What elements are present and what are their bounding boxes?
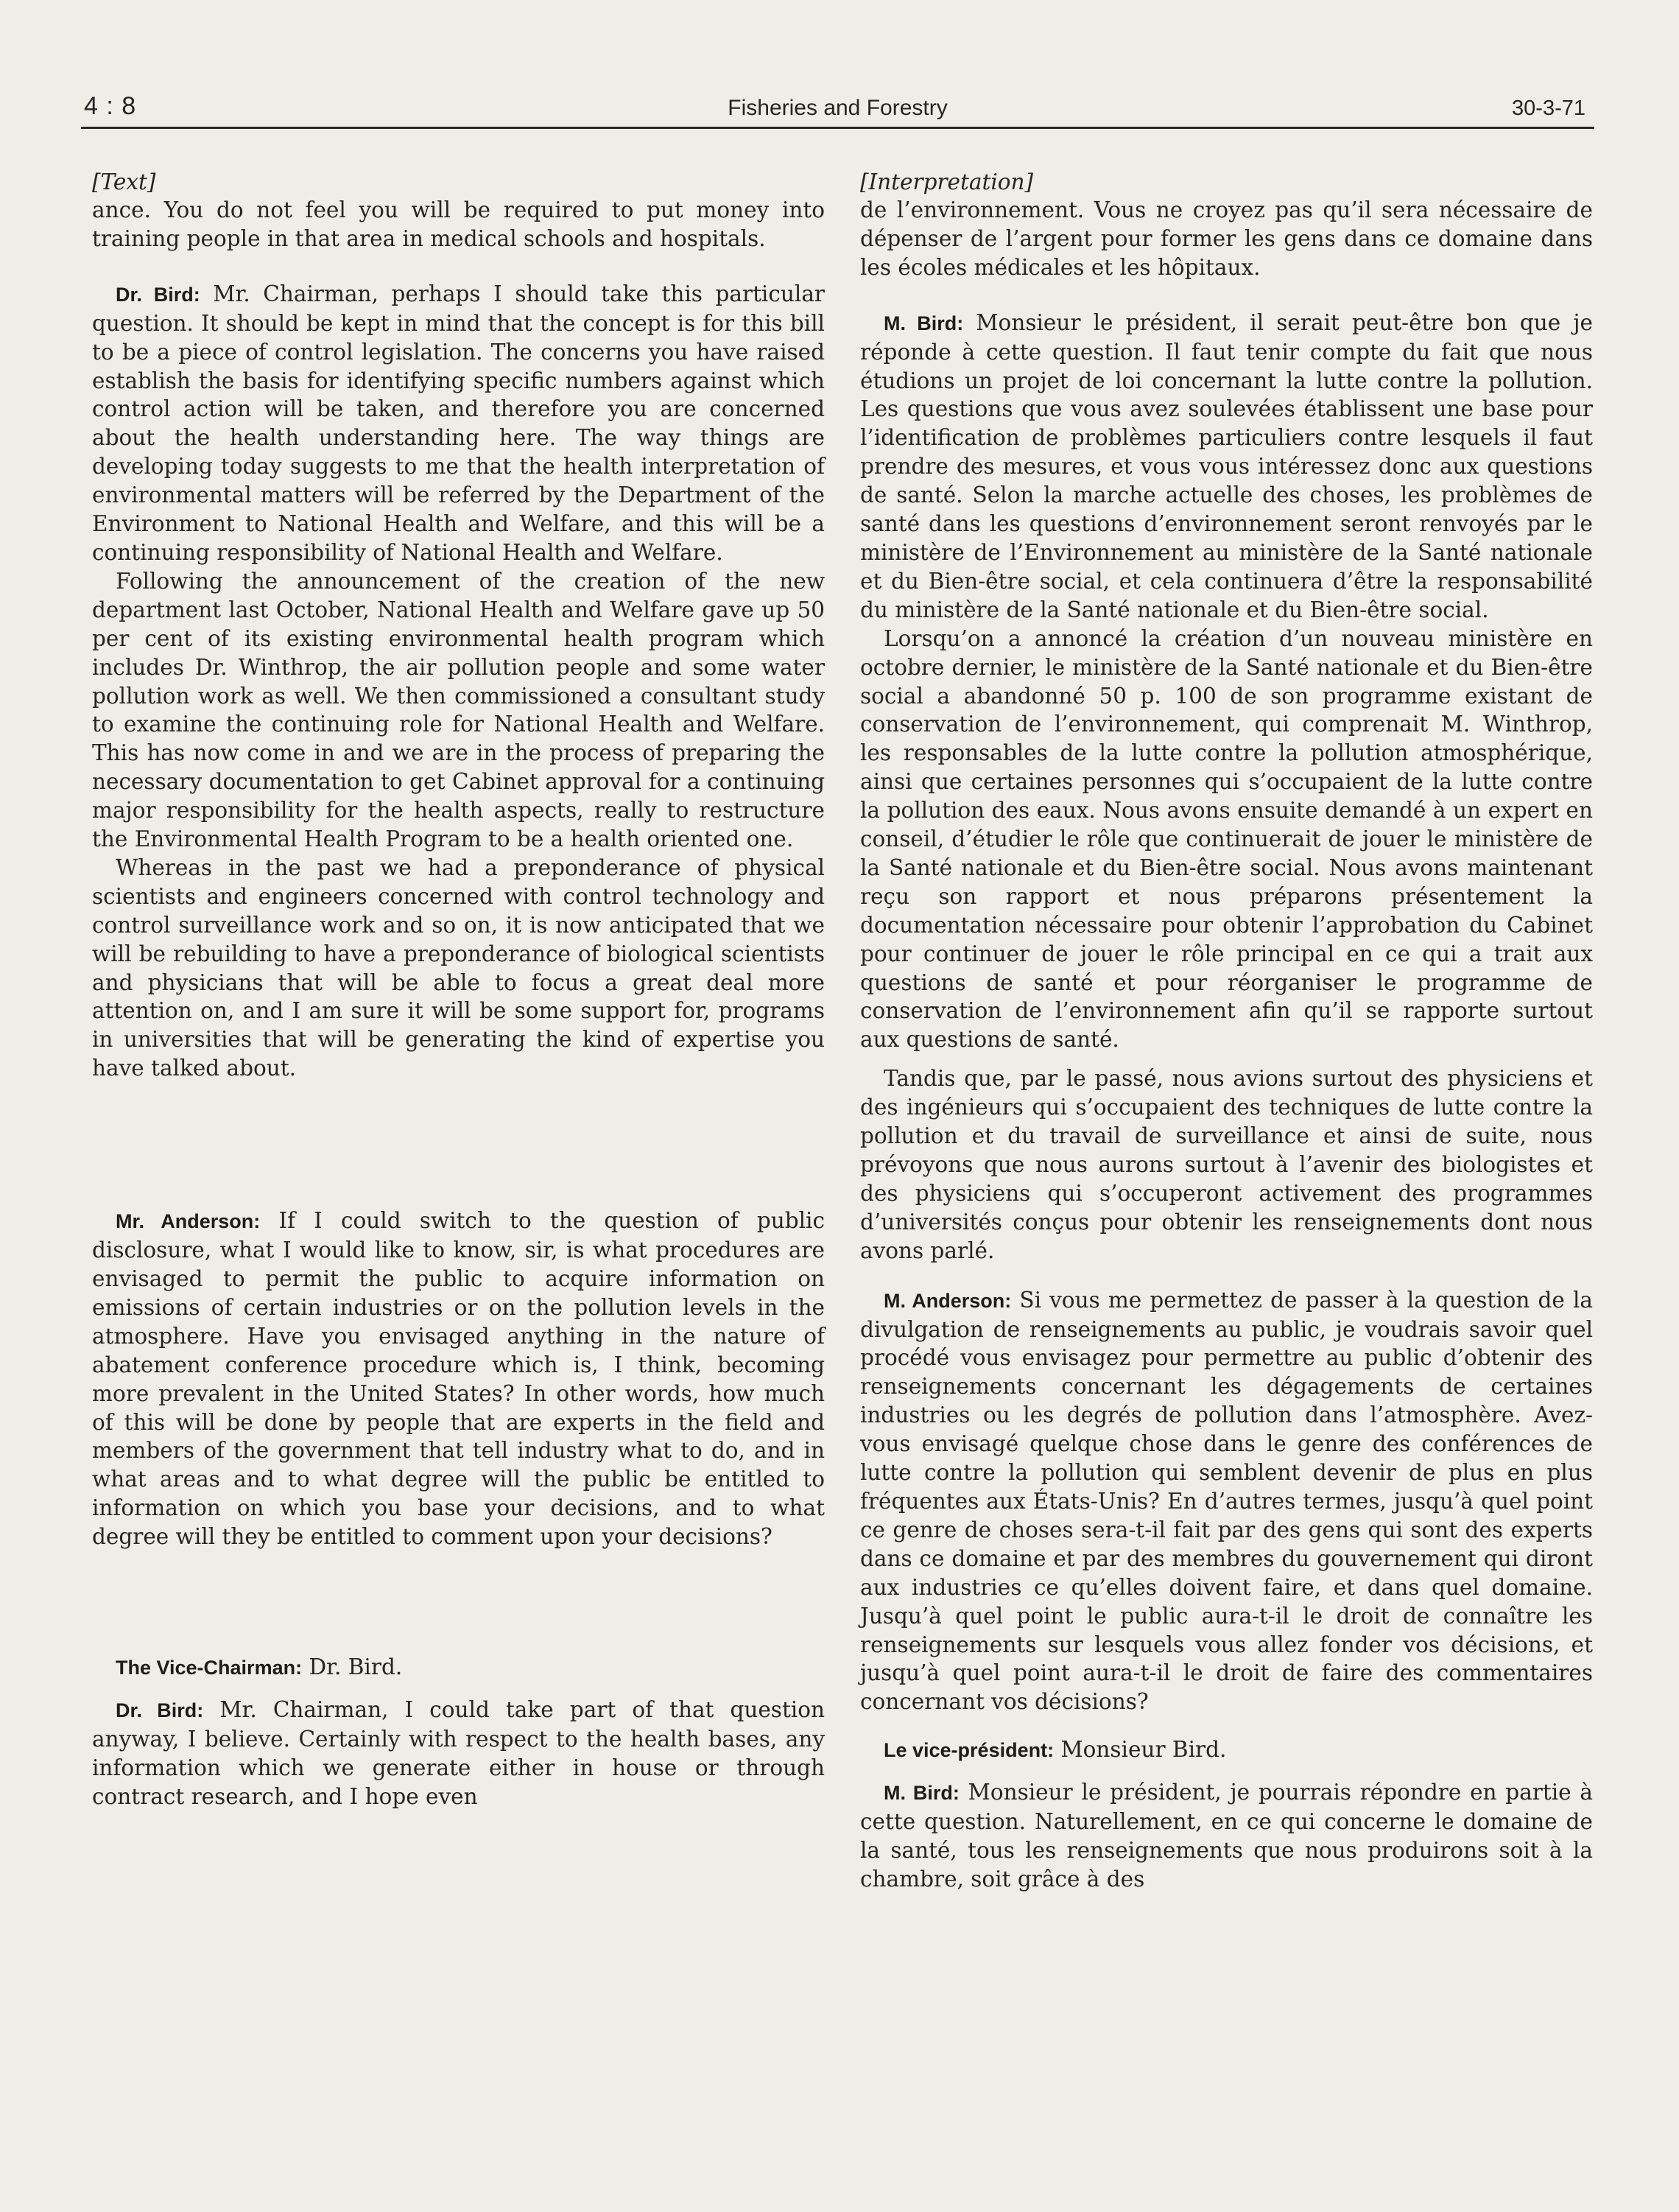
speech-text: Monsieur Bird.: [1054, 1737, 1227, 1763]
paragraph: Following the announcement of the creation of the new department last October, National Health and Welfare gave up 50 per cent of its existing environmental health program which includes Dr. Winthrop, the air pollution people and some water pollution work as well. We then commissioned a consultant study to examine the continuing role for National Health and Welfare. This has now come in and we are in the process of preparing the necessary documentation to get Cabinet approval for a continuing major responsibility for the health aspects, really to restructure the Environmental Health Program to be a health oriented one.: [92, 568, 825, 852]
speech-text: If I could switch to the question of public disclosure, what I would like to know, sir, is what procedures are envisaged to permit the public to acquire information on emissions of certain industries or on the pollution levels in the atmosphere. Have you envisaged anything in the nature of abatement conference procedure which is, I think, becoming more prevalent in the United States? In other words, how much of this will be done by people that are experts in the field and members of the government that tell industry what to do, and in what areas and to what degree will the public be entitled to information on which you base your decisions, and to what degree will they be entitled to comment upon your decisions?: [92, 1208, 826, 1550]
speech-text: Dr. Bird.: [302, 1654, 403, 1680]
text-label: [Text]: [92, 169, 156, 194]
bird-reply-paragraph: [92, 280, 825, 567]
bird-answer-paragraph: [92, 1696, 825, 1811]
speaker-name: The Vice-Chairman:: [116, 1657, 303, 1679]
speaker-name: Dr. Bird:: [116, 283, 200, 306]
speaker-name: M. Bird:: [884, 312, 964, 334]
running-title: Fisheries and Forestry: [728, 96, 948, 120]
anderson-question-paragraph: [92, 1207, 825, 1551]
paragraph: Tandis que, par le passé, nous avions surtout des physiciens et des ingénieurs qui s’occupaient des techniques de lutte contre la pollution et du travail de surveillance et ainsi de suite, nous prévoyons que nous aurons surtout à l’avenir des biologistes et des physiciens qui s’occuperont activement des programmes d’universités conçus pour obtenir les renseignements dont nous avons parlé.: [860, 1066, 1593, 1263]
paragraph: Whereas in the past we had a preponderance of physical scientists and engineers concerned with control technology and control surveillance work and so on, it is now anticipated that we will be rebuilding to have a preponderance of biological scientists and physicians that will be able to focus a great deal more attention on, and I am sure it will be some support for, programs in universities that will be generating the kind of expertise you have talked about.: [92, 854, 825, 1081]
speaker-name: Mr. Anderson:: [116, 1210, 261, 1233]
bird-answer-paragraph: [860, 1778, 1593, 1894]
anderson-question-paragraph: [860, 1286, 1593, 1717]
speaker-name: Le vice-président:: [884, 1739, 1055, 1762]
bird-reply-paragraph: [860, 309, 1593, 625]
paragraph: Lorsqu’on a annoncé la création d’un nouveau ministère en octobre dernier, le ministère de la Santé nationale et du Bien-être social a abandonné 50 p. 100 de son programme existant de conservation de l’environnement, qui comprenait M. Winthrop, les responsables de la lutte contre la pollution atmosphérique, ainsi que certaines personnes qui s’occupaient de la lutte contre la pollution des eaux. Nous avons ensuite demandé à un expert en conseil, d’étudier le rôle que continuerait de jouer le ministère de la Santé nationale et du Bien-être social. Nous avons maintenant reçu son rapport et nous préparons présentement la documentation nécessaire pour obtenir l’approbation du Cabinet pour continuer de jouer le rôle principal en ce qui a trait aux questions de santé et pour réorganiser le programme de conservation de l’environnement afin qu’il se rapporte surtout aux questions de santé.: [860, 625, 1593, 1053]
speech-text: Mr. Chairman, I could take part of that question anyway, I believe. Certainly with respect to the health bases, any information which we generate either in house or through contract research, and I hope even: [92, 1696, 825, 1809]
speaker-name: Dr. Bird:: [116, 1699, 204, 1721]
sitting-date: 30-3-71: [1512, 96, 1585, 120]
speech-text: Monsieur le président, je pourrais répondre en partie à cette question. Naturellement, en ce qui concerne le domaine de la santé, tous les renseignements que nous produirons soit à la chambre, soit grâce à des: [860, 1780, 1593, 1892]
page-header: [81, 82, 1594, 129]
continued-paragraph: ance. You do not feel you will be required to put money into training people in that area in medical schools and hospitals.: [92, 197, 825, 251]
speaker-name: M. Bird:: [884, 1782, 960, 1805]
english-column: [92, 168, 825, 1811]
vice-chairman-paragraph: [860, 1735, 1593, 1765]
interpretation-label: [Interpretation]: [860, 169, 1034, 194]
speech-text: Si vous me permettez de passer à la question de la divulgation de renseignements au public, je voudrais savoir quel procédé vous envisagez pour permettre au public d’obtenir des renseignements concernant les dégagements de certaines industries ou les degrés de pollution dans l’atmosphère. Avez-vous envisagé quelque chose dans le genre des conférences de lutte contre la pollution qui semblent devenir de plus en plus fréquentes aux États-Unis? En d’autres termes, jusqu’à quel point ce genre de choses sera-t-il fait par des gens qui sont des experts dans ce domaine et par des membres du gouvernement qui diront aux industries ce qu’elles doivent faire, et dans quel domaine. Jusqu’à quel point le public aura-t-il le droit de connaître les renseignements sur lesquels vous allez fonder vos décisions, et jusqu’à quel point aura-t-il le droit de faire des commentaires concernant vos décisions?: [860, 1287, 1594, 1715]
speaker-name: M. Anderson:: [884, 1289, 1012, 1312]
vice-chairman-paragraph: [92, 1653, 825, 1682]
page-number: 4 : 8: [84, 92, 137, 120]
french-column: [860, 168, 1593, 1894]
speech-text: Mr. Chairman, perhaps I should take this particular question. It should be kept in mind that the concept is for this bill to be a piece of control legislation. The concerns you have raised establish the basis for identifying specific numbers against which control action will be taken, and therefore you are concerned about the health understanding here. The way things are developing today suggests to me that the health interpretation of environmental matters will be referred by the Department of the Environment to National Health and Welfare, and this will be a continuing responsibility of National Health and Welfare.: [92, 281, 826, 565]
speech-text: Monsieur le président, il serait peut-être bon que je réponde à cette question. Il faut tenir compte du fait que nous étudions un projet de loi concernant la lutte contre la pollution. Les questions que vous avez soulevées établissent une base pour l’identification de problèmes particuliers contre lesquels il faut prendre des mesures, et vous vous intéressez donc aux questions de santé. Selon la marche actuelle des choses, les problèmes de santé dans les questions d’environnement seront renvoyés par le ministère de l’Environnement au ministère de la Santé nationale et du Bien-être social, et cela continuera d’être la responsabilité du ministère de la Santé nationale et du Bien-être social.: [860, 309, 1593, 622]
continued-paragraph: de l’environnement. Vous ne croyez pas qu’il sera nécessaire de dépenser de l’argent pour former les gens dans ce domaine dans les écoles médicales et les hôpitaux.: [860, 197, 1593, 280]
